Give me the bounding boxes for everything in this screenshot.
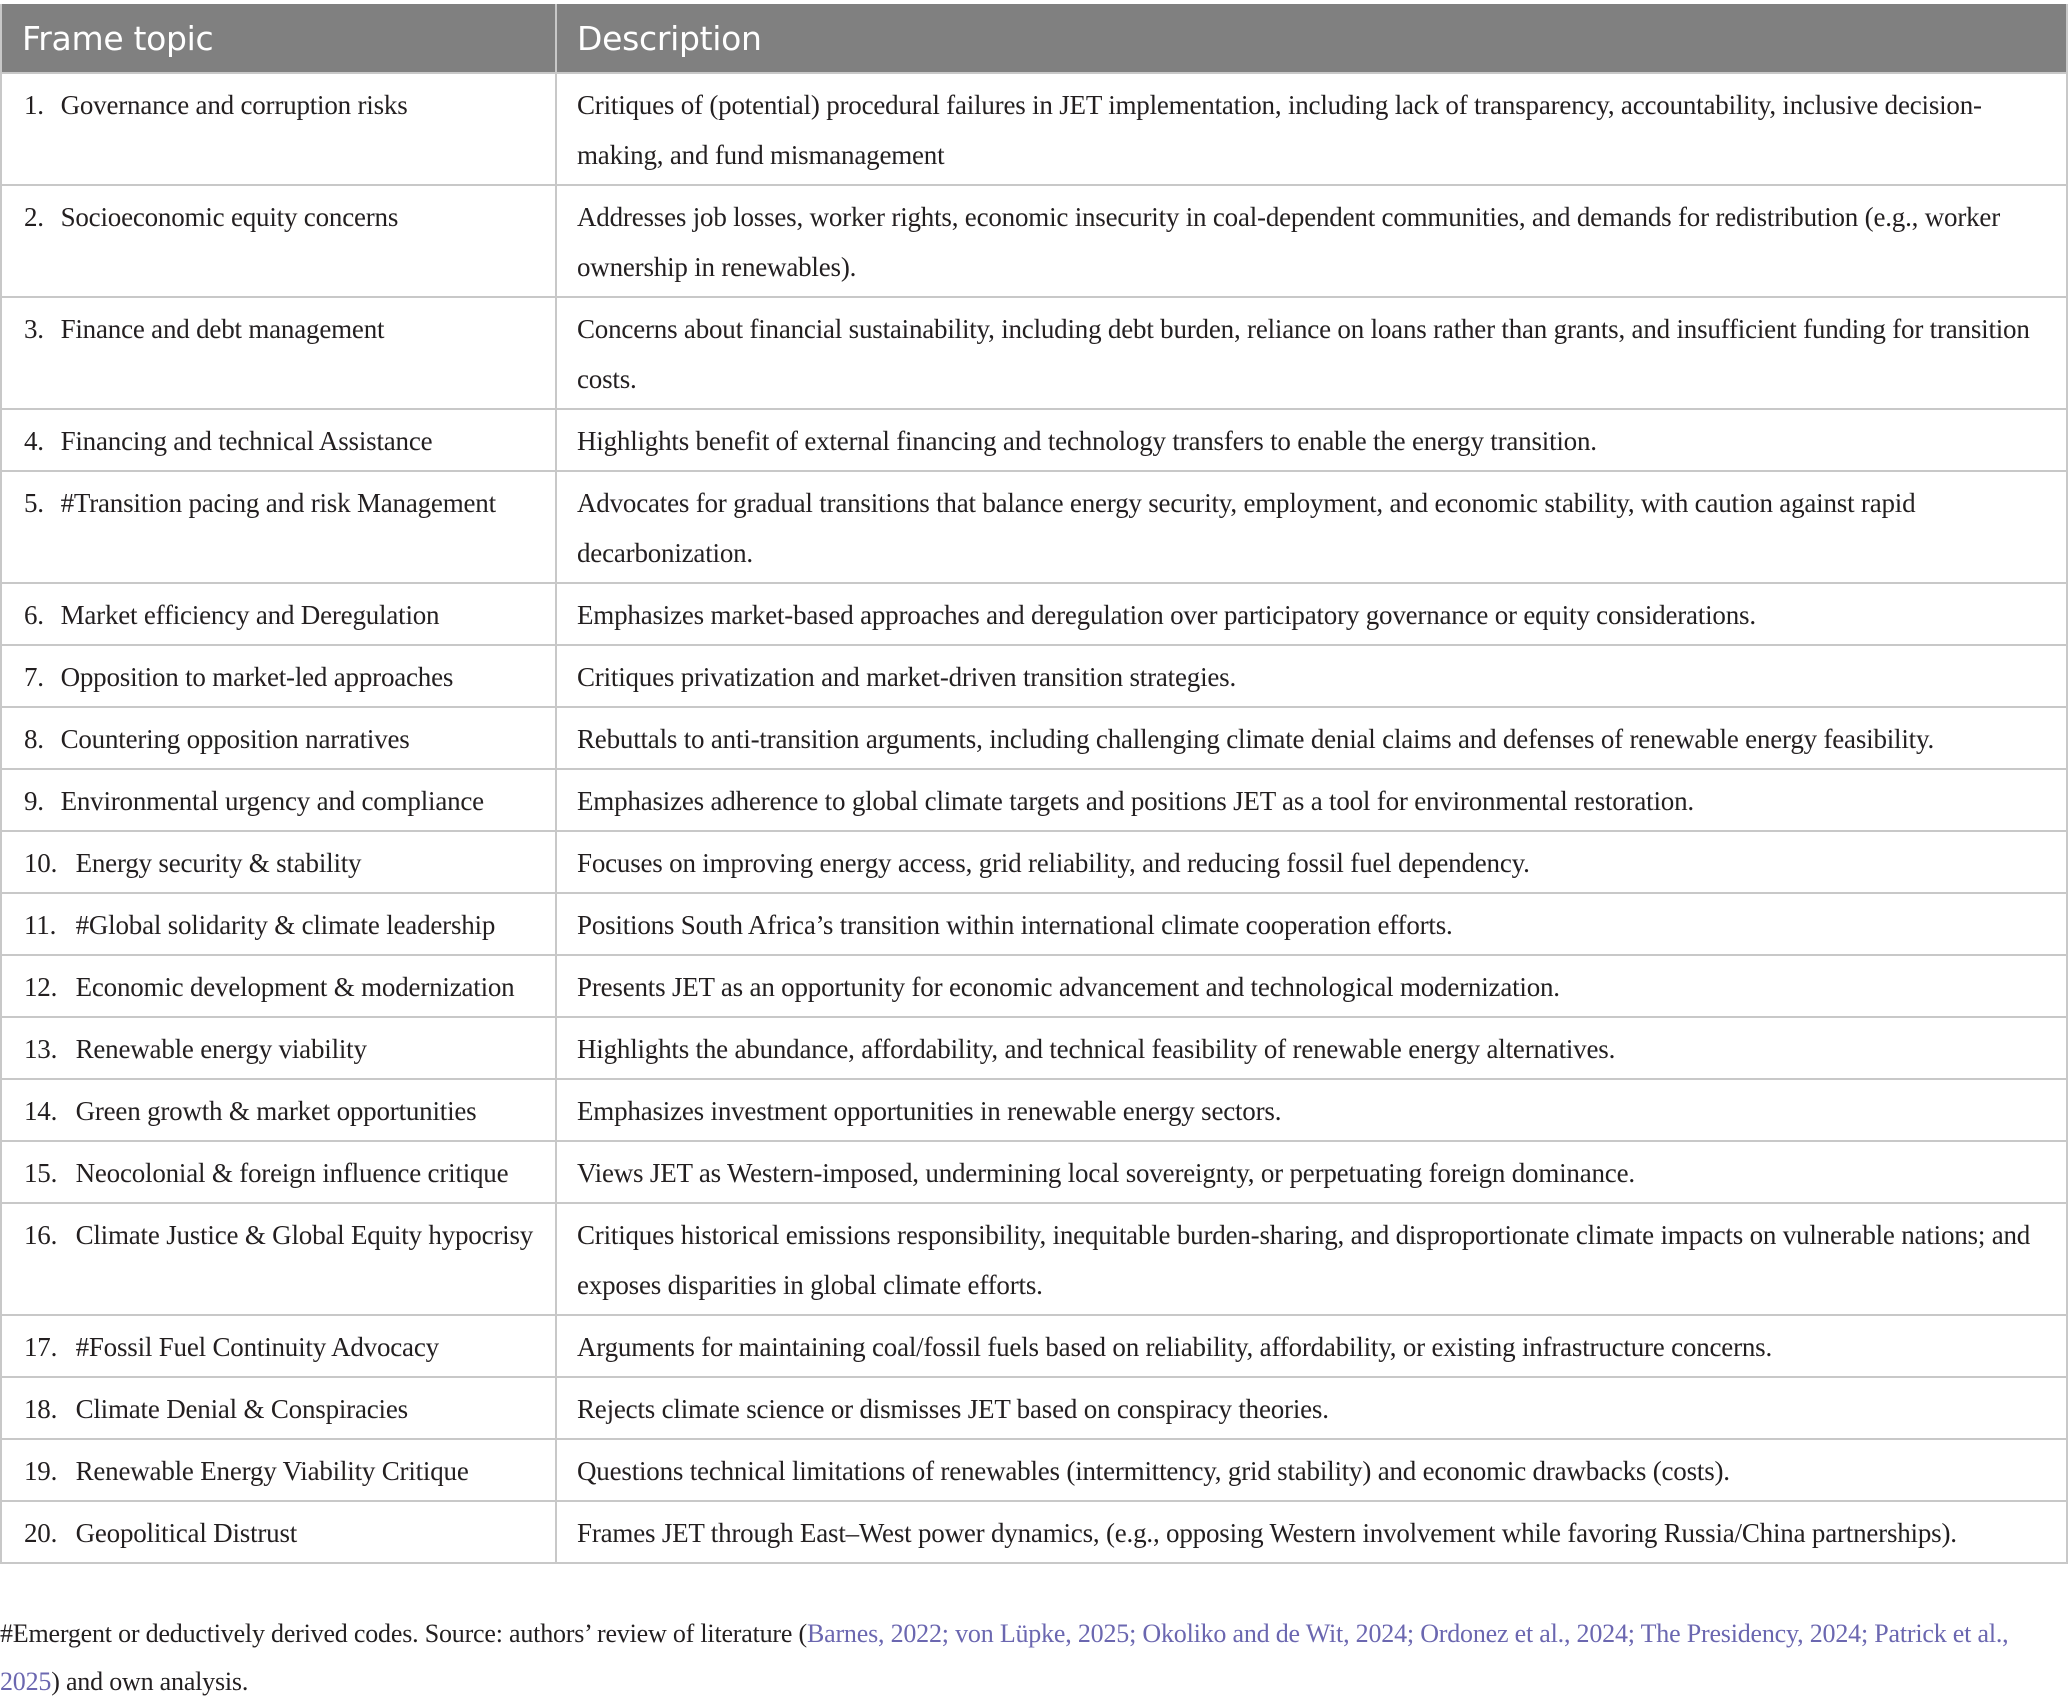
- frame-topic-cell: [1, 1315, 556, 1377]
- description-cell: Emphasizes investment opportunities in renewable energy sectors.: [556, 1079, 2067, 1141]
- description-cell: Frames JET through East–West power dynamics, (e.g., opposing Western involvement while favoring Russia/China partnerships).: [556, 1501, 2067, 1563]
- row-number: 19.: [24, 1456, 58, 1486]
- row-number: 5.: [24, 488, 44, 518]
- description-cell: Positions South Africa’s transition within international climate cooperation efforts.: [556, 893, 2067, 955]
- frame-topic-cell: [1, 769, 556, 831]
- table-row: [1, 297, 2067, 409]
- row-number: 6.: [24, 600, 44, 630]
- frame-topic-label: Opposition to market-led approaches: [60, 662, 454, 692]
- footnote-prefix: #Emergent or deductively derived codes. Source: authors’ review of literature (: [0, 1619, 807, 1648]
- frame-topic-label: Renewable Energy Viability Critique: [75, 1456, 469, 1486]
- row-number: 8.: [24, 724, 44, 754]
- row-number: 2.: [24, 202, 44, 232]
- table-row: [1, 645, 2067, 707]
- description-cell: Concerns about financial sustainability, including debt burden, reliance on loans rather than grants, and insufficient funding for transition costs.: [556, 297, 2067, 409]
- table-row: [1, 707, 2067, 769]
- frame-topic-cell: [1, 831, 556, 893]
- frame-topic-label: Finance and debt management: [60, 314, 385, 344]
- description-cell: Critiques historical emissions responsibility, inequitable burden-sharing, and disproportionate climate impacts on vulnerable nations; and exposes disparities in global climate efforts.: [556, 1203, 2067, 1315]
- frame-topics-table-container: [0, 4, 2066, 1564]
- table-row: [1, 1501, 2067, 1563]
- table-row: [1, 185, 2067, 297]
- table-row: [1, 1141, 2067, 1203]
- description-cell: Critiques privatization and market-driven transition strategies.: [556, 645, 2067, 707]
- description-cell: Focuses on improving energy access, grid reliability, and reducing fossil fuel dependency.: [556, 831, 2067, 893]
- reference-link[interactable]: Okoliko and de Wit, 2024: [1142, 1619, 1407, 1648]
- frame-topic-label: Environmental urgency and compliance: [60, 786, 484, 816]
- frame-topic-cell: [1, 1141, 556, 1203]
- row-number: 4.: [24, 426, 44, 456]
- description-cell: Critiques of (potential) procedural failures in JET implementation, including lack of transparency, accountability, inclusive decision-making, and fund mismanagement: [556, 73, 2067, 185]
- row-number: 12.: [24, 972, 58, 1002]
- row-number: 20.: [24, 1518, 58, 1548]
- table-row: [1, 73, 2067, 185]
- row-number: 16.: [24, 1220, 58, 1250]
- frame-topic-label: #Fossil Fuel Continuity Advocacy: [75, 1332, 439, 1362]
- table-row: [1, 409, 2067, 471]
- row-number: 3.: [24, 314, 44, 344]
- row-number: 18.: [24, 1394, 58, 1424]
- description-cell: Rebuttals to anti-transition arguments, including challenging climate denial claims and defenses of renewable energy feasibility.: [556, 707, 2067, 769]
- frame-topic-cell: [1, 645, 556, 707]
- table-row: [1, 955, 2067, 1017]
- table-row: [1, 583, 2067, 645]
- frame-topic-cell: [1, 1017, 556, 1079]
- table-row: [1, 1439, 2067, 1501]
- table-row: [1, 1079, 2067, 1141]
- frame-topic-cell: [1, 1079, 556, 1141]
- reference-separator: ;: [1860, 1619, 1875, 1648]
- row-number: 9.: [24, 786, 44, 816]
- row-number: 15.: [24, 1158, 58, 1188]
- row-number: 7.: [24, 662, 44, 692]
- reference-link[interactable]: Ordonez et al., 2024: [1420, 1619, 1628, 1648]
- row-number: 14.: [24, 1096, 58, 1126]
- frame-topic-cell: [1, 583, 556, 645]
- frame-topic-label: Green growth & market opportunities: [75, 1096, 477, 1126]
- description-cell: Questions technical limitations of renewables (intermittency, grid stability) and economic drawbacks (costs).: [556, 1439, 2067, 1501]
- frame-topic-cell: [1, 297, 556, 409]
- frame-topic-label: Economic development & modernization: [75, 972, 515, 1002]
- row-number: 11.: [24, 910, 57, 940]
- description-cell: Views JET as Western-imposed, undermining local sovereignty, or perpetuating foreign dominance.: [556, 1141, 2067, 1203]
- frame-topic-label: Climate Denial & Conspiracies: [75, 1394, 408, 1424]
- reference-link[interactable]: Barnes, 2022: [806, 1619, 942, 1648]
- frame-topic-cell: [1, 1501, 556, 1563]
- frame-topic-cell: [1, 955, 556, 1017]
- frame-topic-label: #Transition pacing and risk Management: [60, 488, 496, 518]
- frame-topic-cell: [1, 471, 556, 583]
- description-cell: Arguments for maintaining coal/fossil fuels based on reliability, affordability, or existing infrastructure concerns.: [556, 1315, 2067, 1377]
- frame-topic-cell: [1, 707, 556, 769]
- table-body: [1, 73, 2067, 1563]
- frame-topic-label: Climate Justice & Global Equity hypocrisy: [75, 1220, 534, 1250]
- frame-topic-label: Energy security & stability: [75, 848, 362, 878]
- table-header: [1, 4, 2067, 73]
- table-row: [1, 471, 2067, 583]
- row-number: 13.: [24, 1034, 58, 1064]
- description-cell: Emphasizes adherence to global climate targets and positions JET as a tool for environmental restoration.: [556, 769, 2067, 831]
- frame-topic-label: Market efficiency and Deregulation: [60, 600, 440, 630]
- reference-separator: ;: [941, 1619, 956, 1648]
- description-cell: Presents JET as an opportunity for economic advancement and technological modernization.: [556, 955, 2067, 1017]
- table-row: [1, 1203, 2067, 1315]
- frame-topic-label: #Global solidarity & climate leadership: [75, 910, 496, 940]
- reference-link[interactable]: Patrick et al., 2025: [0, 1619, 2009, 1696]
- row-number: 17.: [24, 1332, 58, 1362]
- column-header-frame-topic: Frame topic: [1, 4, 556, 73]
- reference-separator: ;: [1627, 1619, 1641, 1648]
- description-cell: Emphasizes market-based approaches and deregulation over participatory governance or equity considerations.: [556, 583, 2067, 645]
- table-row: [1, 831, 2067, 893]
- frame-topics-table: [0, 4, 2068, 1564]
- reference-link[interactable]: von Lüpke, 2025: [955, 1619, 1130, 1648]
- frame-topic-cell: [1, 1439, 556, 1501]
- table-row: [1, 1315, 2067, 1377]
- frame-topic-cell: [1, 1377, 556, 1439]
- frame-topic-label: Governance and corruption risks: [60, 90, 408, 120]
- description-cell: Highlights benefit of external financing and technology transfers to enable the energy transition.: [556, 409, 2067, 471]
- frame-topic-cell: [1, 185, 556, 297]
- reference-separator: ;: [1406, 1619, 1421, 1648]
- table-row: [1, 1377, 2067, 1439]
- frame-topic-label: Socioeconomic equity concerns: [60, 202, 399, 232]
- table-row: [1, 769, 2067, 831]
- description-cell: Addresses job losses, worker rights, economic insecurity in coal-dependent communities, and demands for redistribution (e.g., worker ownership in renewables).: [556, 185, 2067, 297]
- frame-topic-cell: [1, 1203, 556, 1315]
- row-number: 10.: [24, 848, 58, 878]
- description-cell: Highlights the abundance, affordability, and technical feasibility of renewable energy alternatives.: [556, 1017, 2067, 1079]
- row-number: 1.: [24, 90, 44, 120]
- table-footnote: [0, 1610, 2040, 1706]
- header-row: [1, 4, 2067, 73]
- frame-topic-label: Renewable energy viability: [75, 1034, 367, 1064]
- description-cell: Advocates for gradual transitions that balance energy security, employment, and economic stability, with caution against rapid decarbonization.: [556, 471, 2067, 583]
- reference-separator: ;: [1129, 1619, 1143, 1648]
- frame-topic-label: Neocolonial & foreign influence critique: [75, 1158, 509, 1188]
- table-row: [1, 893, 2067, 955]
- column-header-description: Description: [556, 4, 2067, 73]
- frame-topic-label: Financing and technical Assistance: [60, 426, 433, 456]
- reference-link[interactable]: The Presidency, 2024: [1640, 1619, 1861, 1648]
- frame-topic-label: Geopolitical Distrust: [75, 1518, 298, 1548]
- table-row: [1, 1017, 2067, 1079]
- frame-topic-cell: [1, 893, 556, 955]
- frame-topic-cell: [1, 409, 556, 471]
- description-cell: Rejects climate science or dismisses JET based on conspiracy theories.: [556, 1377, 2067, 1439]
- frame-topic-label: Countering opposition narratives: [60, 724, 410, 754]
- frame-topic-cell: [1, 73, 556, 185]
- footnote-suffix: ) and own analysis.: [51, 1667, 249, 1696]
